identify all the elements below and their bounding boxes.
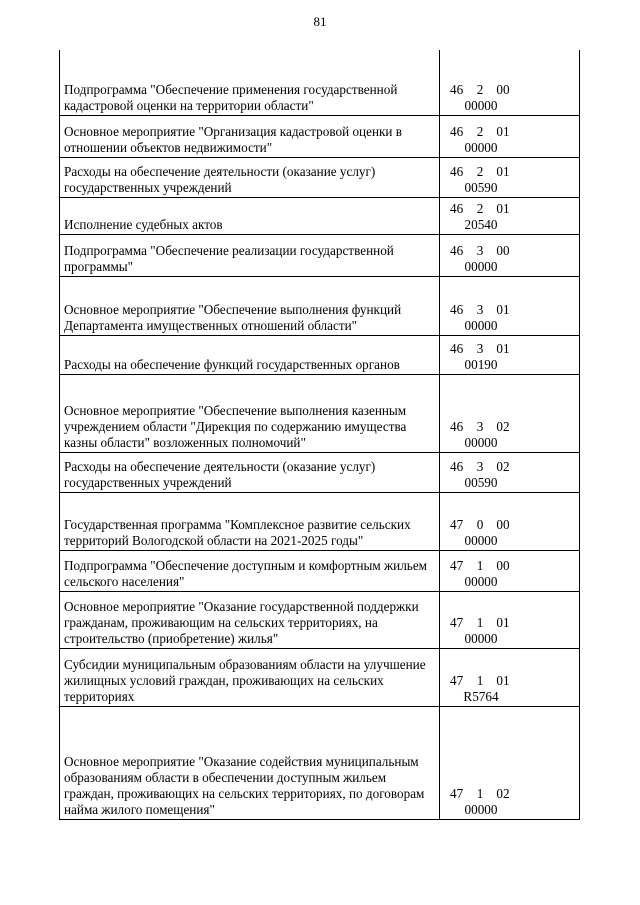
- table-row: [60, 115, 580, 157]
- code-c4: 20540: [464, 216, 498, 232]
- table-row: [60, 197, 580, 234]
- code-c3: 02: [496, 785, 510, 801]
- code-c2: 2: [476, 200, 484, 216]
- table-row: [60, 276, 580, 335]
- code-c2: 3: [476, 301, 484, 317]
- code-c1: 46: [450, 418, 464, 434]
- code-c4: 00000: [464, 573, 498, 589]
- row-codes: [440, 492, 580, 550]
- code-c2: 3: [476, 242, 484, 258]
- row-name: Исполнение судебных актов: [60, 197, 440, 234]
- row-codes: [440, 648, 580, 706]
- code-c3: 02: [496, 418, 510, 434]
- code-c4: 00000: [464, 434, 498, 450]
- table-row: [60, 335, 580, 374]
- code-c1: 47: [450, 672, 464, 688]
- table-row: [60, 492, 580, 550]
- page-number: 81: [313, 14, 327, 29]
- code-c4: 00000: [464, 532, 498, 548]
- row-codes: [440, 706, 580, 819]
- code-c1: 46: [450, 301, 464, 317]
- row-codes: [440, 550, 580, 591]
- row-name: Государственная программа "Комплексное развитие сельских территорий Вологодской области на 2021-2025 годы": [60, 492, 440, 550]
- code-c4: 00590: [464, 179, 498, 195]
- row-codes: [440, 115, 580, 157]
- code-c1: 47: [450, 557, 464, 573]
- row-name: Расходы на обеспечение деятельности (оказание услуг) государственных учреждений: [60, 452, 440, 492]
- code-c3: 01: [496, 340, 510, 356]
- row-name: Основное мероприятие "Организация кадастровой оценки в отношении объектов недвижимости": [60, 115, 440, 157]
- row-codes: [440, 197, 580, 234]
- code-c1: 46: [450, 340, 464, 356]
- code-c3: 01: [496, 672, 510, 688]
- code-c2: 2: [476, 81, 484, 97]
- code-c4: 00000: [464, 97, 498, 113]
- budget-table: [59, 50, 580, 820]
- row-name: Субсидии муниципальным образованиям области на улучшение жилищных условий граждан, проживающих на сельских территориях: [60, 648, 440, 706]
- row-codes: [440, 591, 580, 648]
- row-codes: [440, 157, 580, 197]
- row-codes: [440, 335, 580, 374]
- code-c3: 00: [496, 242, 510, 258]
- code-c1: 46: [450, 163, 464, 179]
- table-row: [60, 234, 580, 276]
- code-c1: 46: [450, 200, 464, 216]
- row-codes: [440, 50, 580, 115]
- code-c2: 1: [476, 672, 484, 688]
- code-c4: 00000: [464, 139, 498, 155]
- row-name: Подпрограмма "Обеспечение реализации государственной программы": [60, 234, 440, 276]
- code-c2: 3: [476, 340, 484, 356]
- code-c1: 47: [450, 516, 464, 532]
- code-c1: 47: [450, 614, 464, 630]
- table-row: [60, 591, 580, 648]
- row-name: Основное мероприятие "Оказание государственной поддержки гражданам, проживающим на сельских территориях, на строительство (приобретение) жилья": [60, 591, 440, 648]
- code-c1: 46: [450, 242, 464, 258]
- code-c2: 2: [476, 123, 484, 139]
- row-name: Основное мероприятие "Обеспечение выполнения казенным учреждением области "Дирекция по содержанию имущества казны области" возложенных полномочий": [60, 374, 440, 452]
- row-codes: [440, 374, 580, 452]
- row-codes: [440, 234, 580, 276]
- code-c1: 47: [450, 785, 464, 801]
- code-c1: 46: [450, 123, 464, 139]
- table-row: [60, 157, 580, 197]
- code-c3: 01: [496, 200, 510, 216]
- code-c2: 1: [476, 785, 484, 801]
- table-row: [60, 550, 580, 591]
- row-codes: [440, 452, 580, 492]
- table-row: [60, 374, 580, 452]
- row-name: Подпрограмма "Обеспечение применения государственной кадастровой оценки на территории области": [60, 50, 440, 115]
- row-codes: [440, 276, 580, 335]
- table-row: [60, 452, 580, 492]
- code-c3: 01: [496, 614, 510, 630]
- row-name: Основное мероприятие "Обеспечение выполнения функций Департамента имущественных отношений области": [60, 276, 440, 335]
- code-c2: 3: [476, 458, 484, 474]
- code-c2: 2: [476, 163, 484, 179]
- code-c4: 00190: [464, 356, 498, 372]
- row-name: Расходы на обеспечение функций государственных органов: [60, 335, 440, 374]
- row-name: Подпрограмма "Обеспечение доступным и комфортным жильем сельского населения": [60, 550, 440, 591]
- code-c3: 01: [496, 301, 510, 317]
- code-c2: 3: [476, 418, 484, 434]
- code-c4: 00000: [464, 801, 498, 817]
- code-c4: 00590: [464, 474, 498, 490]
- code-c1: 46: [450, 458, 464, 474]
- table-row: [60, 706, 580, 819]
- row-name: Основное мероприятие "Оказание содействия муниципальным образованиям области в обеспечении доступным жильем граждан, проживающих на сельских территориях, по договорам найма жилого помещения": [60, 706, 440, 819]
- code-c2: 1: [476, 557, 484, 573]
- code-c3: 00: [496, 516, 510, 532]
- code-c3: 01: [496, 163, 510, 179]
- code-c2: 1: [476, 614, 484, 630]
- table-row: [60, 50, 580, 115]
- code-c2: 0: [476, 516, 484, 532]
- code-c3: 00: [496, 81, 510, 97]
- row-name: Расходы на обеспечение деятельности (оказание услуг) государственных учреждений: [60, 157, 440, 197]
- code-c3: 02: [496, 458, 510, 474]
- code-c3: 01: [496, 123, 510, 139]
- code-c4: 00000: [464, 317, 498, 333]
- code-c4: R5764: [463, 688, 499, 704]
- code-c1: 46: [450, 81, 464, 97]
- code-c3: 00: [496, 557, 510, 573]
- code-c4: 00000: [464, 258, 498, 274]
- table-row: [60, 648, 580, 706]
- code-c4: 00000: [464, 630, 498, 646]
